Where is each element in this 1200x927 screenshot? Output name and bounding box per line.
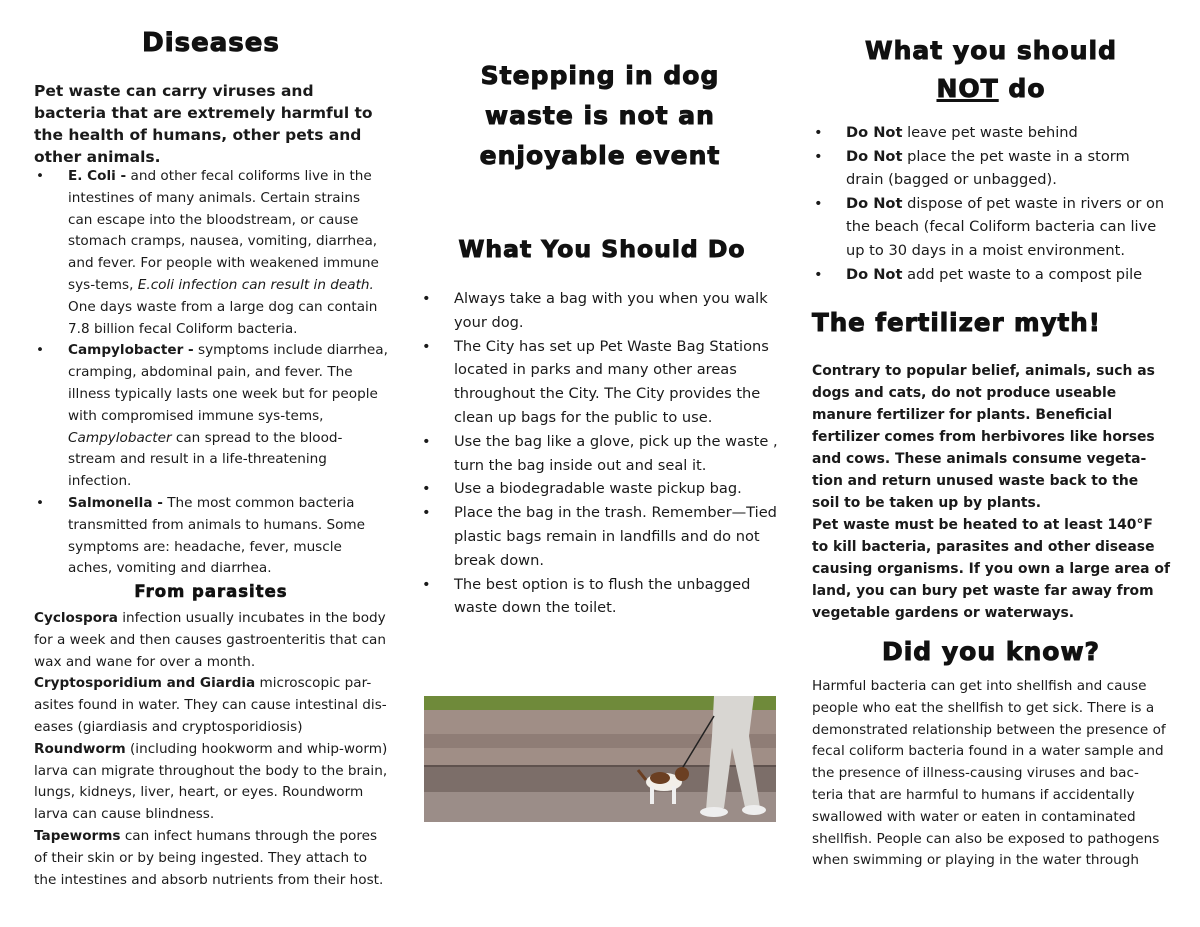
disease-text: can spread to the blood-stream and result in a life-threatening infection. — [68, 429, 343, 490]
parasite-text: microscopic par-asites found in water. They can cause intestinal dis-eases (giardiasis and cryptosporidiosis) — [34, 675, 387, 735]
disease-name: Campylobacter - — [68, 342, 194, 359]
dog-walking-illustration — [424, 696, 776, 822]
parasite-name: Roundworm — [34, 740, 126, 757]
list-item — [812, 192, 1170, 263]
do-not-lead: Do Not — [846, 147, 903, 165]
disease-text: One days waste from a large dog can contain 7.8 billion fecal Coliform bacteria. — [68, 298, 378, 337]
disease-item-salmonella — [34, 493, 388, 580]
disease-list — [34, 166, 388, 580]
parasite-name: Cyclospora — [34, 610, 118, 626]
do-not-text: add pet waste to a compost pile — [902, 265, 1143, 283]
what-to-do-list — [420, 287, 784, 620]
do-not-lead: Do Not — [846, 194, 903, 212]
dog-walking-photo — [424, 696, 776, 822]
parasite-text: can infect humans through the pores of their skin or by being ingested. They attach to the intestines and absorb nutrients from their host. — [34, 827, 384, 888]
list-item: • The City has set up Pet Waste Bag Stations located in parks and many other areas throughout the City. The City provides the clean up bags for the public to use. — [420, 335, 784, 430]
parasite-entry — [34, 739, 388, 826]
tagline-heading: Stepping in dog waste is not an enjoyable event — [479, 61, 721, 170]
disease-item-ecoli — [34, 166, 388, 340]
parasite-name: Cryptosporidium and Giardia — [34, 675, 256, 692]
fertilizer-myth-body — [812, 360, 1170, 624]
do-not-lead: Do Not — [846, 265, 903, 283]
parasites-body — [34, 608, 388, 891]
list-item: • Use a biodegradable waste pickup bag. — [420, 477, 784, 501]
list-item: • Place the bag in the trash. Remember—Tied plastic bags remain in landfills and do not break down. — [420, 501, 784, 572]
disease-text-italic: Campylobacter — [68, 429, 172, 446]
parasite-entry — [34, 673, 388, 738]
what-not-to-do-list — [812, 121, 1170, 286]
list-item — [812, 145, 1170, 192]
what-to-do-heading: What You Should Do — [458, 235, 746, 263]
heading-line1: What you should — [865, 36, 1117, 65]
list-item — [812, 121, 1170, 145]
parasite-name: Tapeworms — [34, 827, 121, 844]
heading-not: NOT — [936, 74, 999, 103]
do-not-text: dispose of pet waste in rivers or on the beach (fecal Coliform bacteria can live up to 30 days in a moist environment. — [846, 194, 1165, 259]
disease-text: and other fecal coliforms live in the intestines of many animals. Certain strains can escape into the bloodstream, or cause stomach cramps, nausea, vomiting, diarrhea, and fever. For people with weakened immune sys-tems, — [68, 168, 379, 293]
myth-paragraph: Contrary to popular belief, animals, such as dogs and cats, do not produce useable manure fertilizer for plants. Beneficial fertilizer comes from herbivores like horses and cows. These animals consume vegeta-tion and return unused waste back to the soil to be taken up by plants. — [812, 363, 1155, 511]
diseases-intro: Pet waste can carry viruses and bacteria that are extremely harmful to the health of humans, other pets and other animals. — [34, 82, 373, 166]
list-item: • The best option is to flush the unbagged waste down the toilet. — [420, 573, 784, 621]
heading-do: do — [998, 74, 1046, 103]
do-not-text: leave pet waste behind — [902, 124, 1078, 141]
do-not-lead: Do Not — [846, 124, 903, 141]
do-not-text: place the pet waste in a storm drain (bagged or unbagged). — [846, 147, 1130, 189]
list-item: • Use the bag like a glove, pick up the waste , turn the bag inside out and seal it. — [420, 430, 784, 478]
parasite-entry — [34, 608, 388, 673]
disease-text-italic: E.coli infection can result in death. — [137, 276, 374, 293]
disease-text: symptoms include diarrhea, cramping, abdominal pain, and fever. The illness typically lasts one week but for people with compromised immune sys-tems, — [68, 342, 388, 424]
what-not-to-do-heading — [812, 32, 1170, 108]
diseases-heading: Diseases — [142, 28, 280, 58]
disease-text: The most common bacteria transmitted from animals to humans. Some symptoms are: headache, fever, muscle aches, vomiting and diarrhea. — [68, 494, 366, 577]
disease-item-campylobacter — [34, 340, 388, 493]
parasite-entry — [34, 826, 388, 891]
parasite-text: infection usually incubates in the body for a week and then causes gastroenteritis that can wax and wane for over a month. — [34, 610, 386, 670]
parasite-text: (including hookworm and whip-worm) larva can migrate throughout the body to the brain, lungs, kidneys, liver, heart, or eyes. Roundworm larva can cause blindness. — [34, 740, 388, 823]
parasites-heading: From parasites — [134, 582, 288, 601]
list-item: • Always take a bag with you when you walk your dog. — [420, 287, 784, 335]
disease-name: E. Coli - — [68, 168, 127, 184]
myth-paragraph: Pet waste must be heated to at least 140°F to kill bacteria, parasites and other disease causing organisms. If you own a large area of land, you can bury pet waste far away from vegetable gardens or waterways. — [812, 517, 1170, 621]
did-you-know-body: Harmful bacteria can get into shellfish and cause people who eat the shellfish to get sick. There is a demonstrated relationship between the presence of fecal coliform bacteria found in a water sample and the presence of illness-causing viruses and bac-teria that are harmful to humans if accidentally swallowed with water or eaten in contaminated shellfish. People can also be exposed to pathogens when swimming or playing in the water through — [812, 678, 1166, 869]
list-item — [812, 263, 1170, 287]
did-you-know-heading: Did you know? — [881, 637, 1101, 666]
disease-name: Salmonella - — [68, 494, 163, 511]
fertilizer-myth-heading: The fertilizer myth! — [812, 308, 1101, 337]
